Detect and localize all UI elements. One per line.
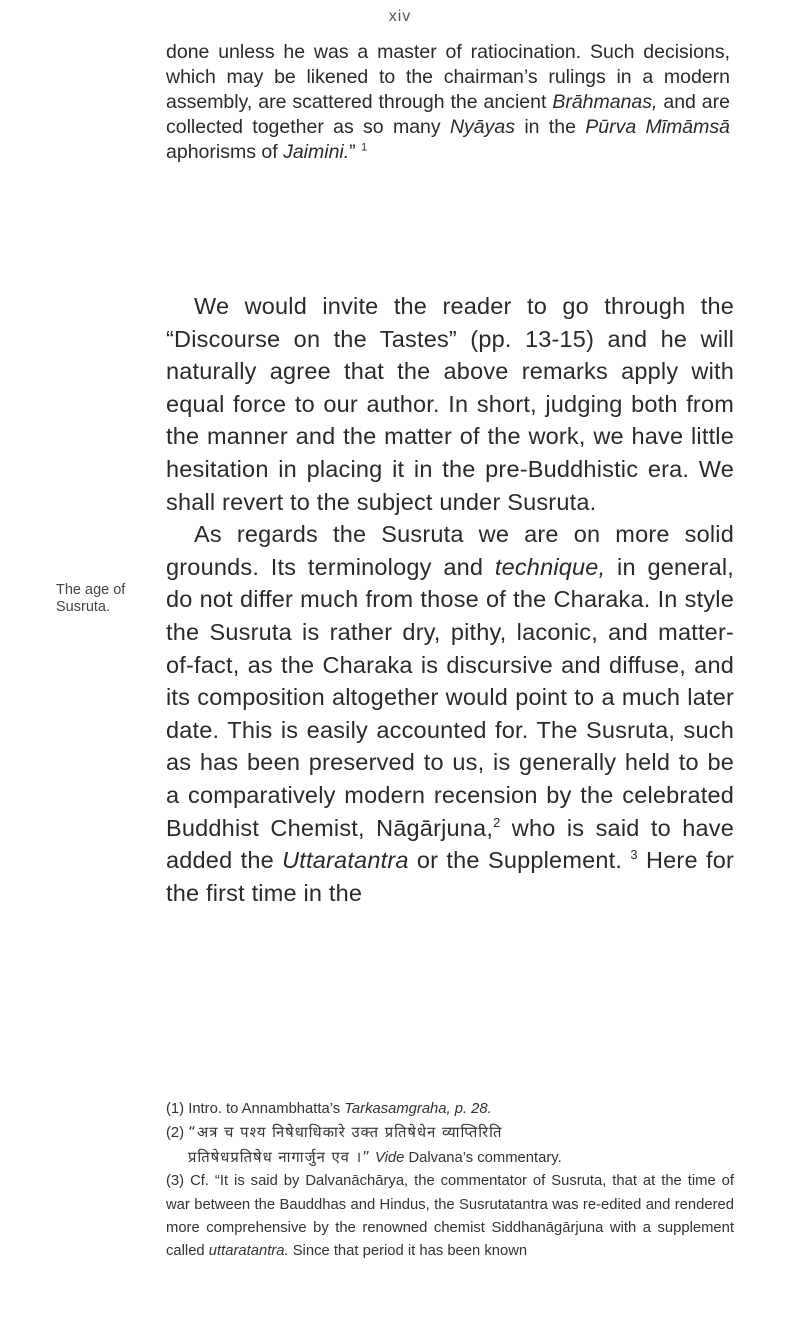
footnote-2-devanagari-2: प्रतिषेधप्रतिषेध नागार्जुन एव ।” bbox=[188, 1148, 371, 1166]
p3-text-1: As regards the Susruta we are on more solid grounds. Its terminology and bbox=[166, 521, 734, 580]
p3-text-2: in general, do not differ much from those of the Charaka. In style the Susruta is rather dry, pithy, laconic, and matter-of-fact, as the Charaka is discursive and diffuse, and its composition altogether would point to a much later date. This is easily accounted for. The Susruta, such as has been preserved to us, is generally held to be a comparatively modern recension by the celebrated Buddhist Chemist, Nāgārjuna, bbox=[166, 553, 734, 841]
paragraph-continued bbox=[166, 40, 730, 165]
p3-text-5: Here for the first time in the bbox=[166, 847, 734, 906]
p3-italic-technique: technique, bbox=[494, 553, 606, 580]
paragraph-discourse: We would invite the reader to go through the “Discourse on the Tastes” (pp. 13-15) and he will naturally agree that the above remarks apply with equal force to our author. In short, judging both from the manner and the matter of the work, we have little hesitation in placing it in the pre-Buddhistic era. We shall revert to the subject under Susruta. bbox=[166, 293, 734, 515]
margin-note-line-2: Susruta. bbox=[56, 599, 110, 615]
footnote-3-text-2: Since that period it has been known bbox=[288, 1243, 528, 1260]
footnote-2-continued bbox=[166, 1146, 734, 1170]
footnotes bbox=[166, 1098, 734, 1264]
p1-italic-jaimini: Jaimini. bbox=[283, 141, 350, 163]
footnote-2 bbox=[166, 1121, 734, 1145]
footnote-1-italic: Tarkasamgraha, p. 28. bbox=[344, 1101, 492, 1117]
footnote-3-italic: uttaratantra. bbox=[208, 1243, 289, 1260]
footnote-3-text: Cf. “It is said by Dalvanāchārya, the commentator of Susruta, that at the time of war between the Bauddhas and Hindus, the Susrutatantra was re-edited and rendered more comprehensive by the renowned chemist Siddhanāgārjuna with a supplement called bbox=[166, 1173, 734, 1260]
footnote-ref-3[interactable]: 3 bbox=[630, 847, 638, 863]
footnote-ref-1[interactable]: 1 bbox=[361, 141, 368, 154]
paragraph-susruta bbox=[166, 518, 734, 909]
p1-italic-nyayas: Nyāyas bbox=[449, 116, 515, 138]
p1-text-5: ” bbox=[349, 141, 356, 163]
p1-italic-brahmanas: Brāhmanas, bbox=[552, 91, 658, 113]
footnote-1-number: (1) bbox=[166, 1101, 185, 1117]
p1-text-3: in the bbox=[515, 116, 586, 138]
footnote-2-vide: Vide bbox=[370, 1149, 405, 1166]
main-body bbox=[166, 290, 734, 909]
footnote-ref-2[interactable]: 2 bbox=[493, 814, 501, 830]
p1-text-2: and are collected together as so many bbox=[166, 91, 730, 138]
p3-italic-uttaratantra: Uttaratantra bbox=[282, 847, 409, 874]
p3-text-3: who is said to have added the bbox=[166, 814, 734, 874]
footnote-1 bbox=[166, 1098, 734, 1121]
margin-note bbox=[56, 582, 126, 616]
footnote-1-text: Intro. to Annambhatta’s bbox=[188, 1101, 345, 1117]
footnote-2-devanagari-1: “अत्र च पश्य निषेधाधिकारे उक्त प्रतिषेधेन व्याप्तिरिति bbox=[188, 1124, 503, 1142]
footnote-3 bbox=[166, 1170, 734, 1264]
p1-text-1: done unless he was a master of ratiocination. Such decisions, which may be likened to the chairman’s rulings in a modern assembly, are scattered through the ancient bbox=[166, 41, 730, 113]
p1-text-4: aphorisms of bbox=[166, 141, 284, 163]
margin-note-line-1: The age of bbox=[56, 582, 126, 598]
page-number: xiv bbox=[388, 8, 412, 25]
footnote-2-text: Dalvana’s commentary. bbox=[404, 1149, 562, 1166]
p1-italic-purva-mimamsa: Pūrva Mīmāmsā bbox=[585, 116, 730, 138]
footnote-2-number: (2) bbox=[166, 1125, 185, 1142]
footnote-3-number: (3) bbox=[166, 1173, 185, 1190]
p3-text-4: or the Supplement. bbox=[408, 847, 631, 874]
